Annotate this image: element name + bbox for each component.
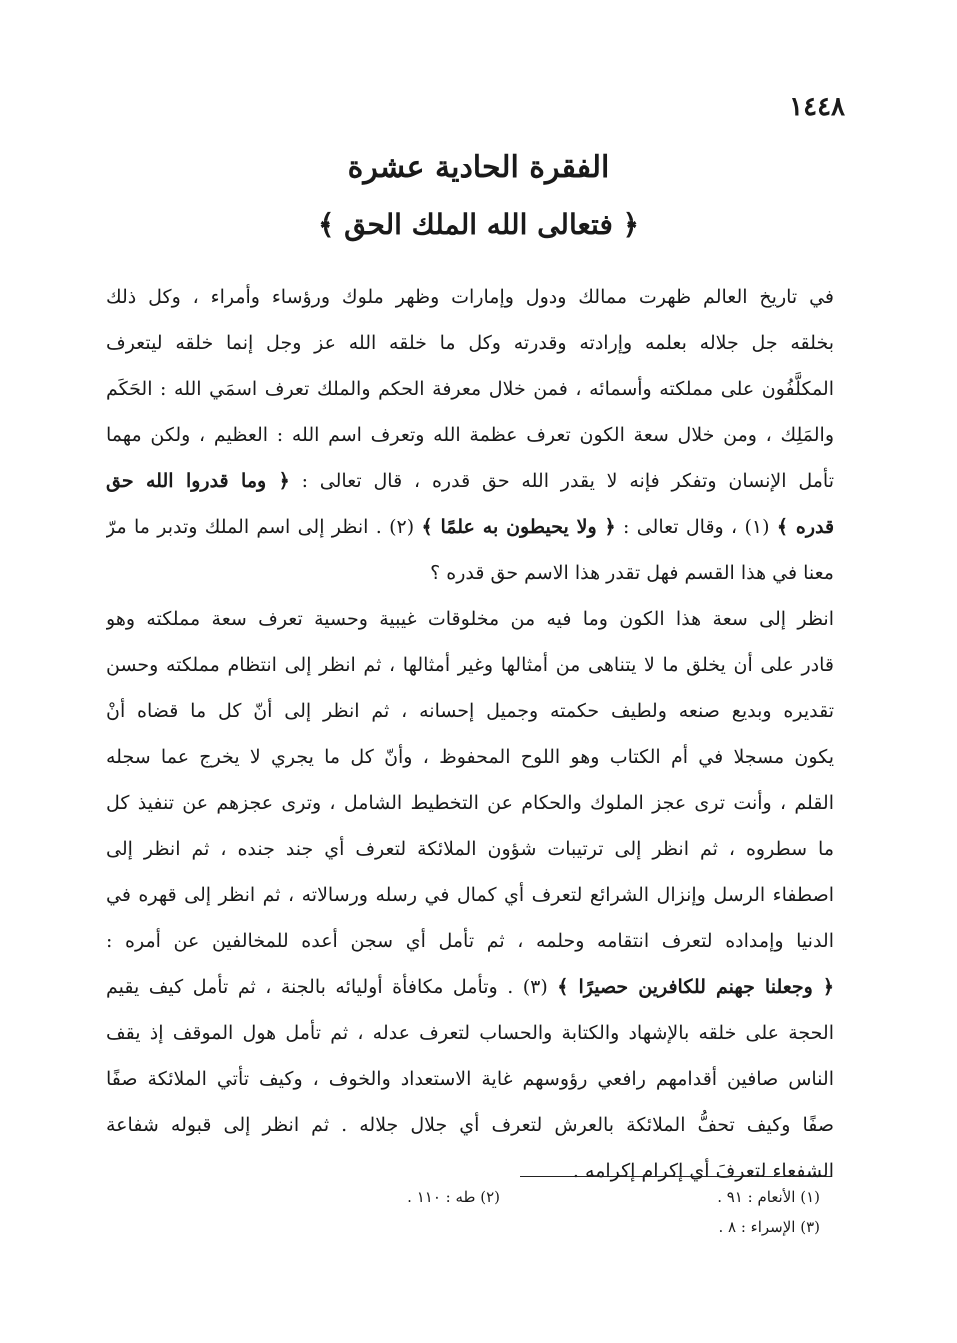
line-text: تأمل الإنسان وتفكر فإنه لا يقدر الله حق قدره ، قال تعالى : — [289, 470, 834, 492]
line-text: (٢) . انظر إلى اسم الملك وتدبر ما مرّ — [106, 516, 422, 538]
paragraph-line: والمَلِك ، ومن خلال سعة الكون تعرف عظمة الله وتعرف اسم الله : العظيم ، ولكن مهما — [106, 424, 834, 446]
paragraph-line — [106, 504, 834, 550]
paragraph-line: المكلَّفُون على مملكته وأسمائه ، فمن خلال معرفة الحكم والملك تعرف اسمَي الله : الحَكَم — [106, 378, 834, 400]
paragraph-line — [106, 964, 834, 1010]
quran-quote: ﴿ وجعلنا جهنم للكافرين حصيرًا ﴾ — [557, 976, 834, 998]
paragraph-line: تقديره وبديع صنعه ولطيف حكمته وجميل إحسانه ، ثم انظر إلى أنّ كل ما قضاه أنْ — [106, 700, 834, 722]
paragraph-line: الناس صافين أقدامهم رافعي رؤوسهم غاية الاستعداد والخوف ، وكيف تأتي الملائكة صفًا — [106, 1068, 834, 1090]
quran-quote: ﴿ وما قدروا الله حق — [106, 470, 290, 492]
paragraph-line: في تاريخ العالم ظهرت ممالك ودول وإمارات وظهر ملوك ورؤساء وأمراء ، وكل ذلك — [106, 286, 834, 308]
paragraph-line: الشفعاء لتعرفَ أي إكرام إكرامه . — [572, 1160, 834, 1182]
paragraph-line: بخلقه جل جلاله بعلمه وإرادته وقدرته وكل ما خلقه الله عز وجل إنما خلقه ليتعرف — [106, 332, 834, 354]
paragraph-line: معنا في هذا القسم فهل تقدر هذا الاسم حق قدره ؟ — [430, 562, 834, 584]
page-number: ١٤٤٨ — [789, 92, 845, 122]
paragraph-line — [106, 458, 834, 504]
footnote-1: (١) الأنعام : ٩١ . — [717, 1188, 820, 1206]
footnotes — [340, 1184, 820, 1264]
paragraph-line: الدنيا وإمداده لتعرف انتقامه وحلمه ، ثم تأمل أي سجن أعده للمخالفين عن أمره : — [106, 930, 834, 952]
paragraph-line: القلم ، وأنت ترى عجز الملوك والحكام عن التخطيط الشامل ، وترى عجزهم عن تنفيذ كل — [106, 792, 834, 814]
footnote-3: (٣) الإسراء : ٨ . — [718, 1218, 820, 1236]
quran-quote: قدره ﴾ — [776, 516, 834, 538]
verse-title: ﴿ فتعالى الله الملك الحق ﴾ — [318, 208, 639, 241]
line-text: (١) ، وقال تعالى : — [615, 516, 777, 538]
line-text: (٣) . وتأمل مكافأة أوليائه بالجنة ، ثم تأمل كيف يقيم — [106, 976, 558, 998]
quran-quote: ﴿ ولا يحيطون به علمًا ﴾ — [421, 516, 616, 538]
paragraph-2 — [106, 596, 834, 1194]
paragraph-line: الحجة على خلقه بالإشهاد والكتابة والحساب لتعرف عدله ، ثم تأمل هول الموقف إذ يقف — [106, 1022, 834, 1044]
paragraph-line: قادر على أن يخلق ما لا يتناهى من أمثالها وغير أمثالها ، ثم انظر إلى انتظام مملكته وحسن — [106, 654, 834, 676]
footnote-2: (٢) طه : ١١٠ . — [407, 1188, 500, 1206]
paragraph-line: صفًا وكيف تحفُّ الملائكة بالعرش لتعرف أي جلال جلاله . ثم انظر إلى قبوله شفاعة — [106, 1114, 834, 1136]
section-title: الفقرة الحادية عشرة — [347, 150, 610, 185]
footnote-divider — [520, 1176, 832, 1177]
paragraph-line: يكون مسجلا في أم الكتاب وهو اللوح المحفوظ ، وأنّ كل ما يجري لا يخرج عما سجله — [106, 746, 834, 768]
paragraph-1 — [106, 274, 834, 596]
paragraph-line: انظر إلى سعة هذا الكون وما فيه من مخلوقات غيبية وحسية تعرف سعة مملكته وهو — [106, 608, 834, 630]
paragraph-line: ما سطروه ، ثم انظر إلى ترتيبات شؤون الملائكة لتعرف أي جند جنده ، ثم انظر إلى — [106, 838, 834, 860]
paragraph-line: اصطفاء الرسل وإنزال الشرائع لتعرف أي كمال في رسله ورسالاته ، ثم انظر إلى قهره في — [106, 884, 834, 906]
